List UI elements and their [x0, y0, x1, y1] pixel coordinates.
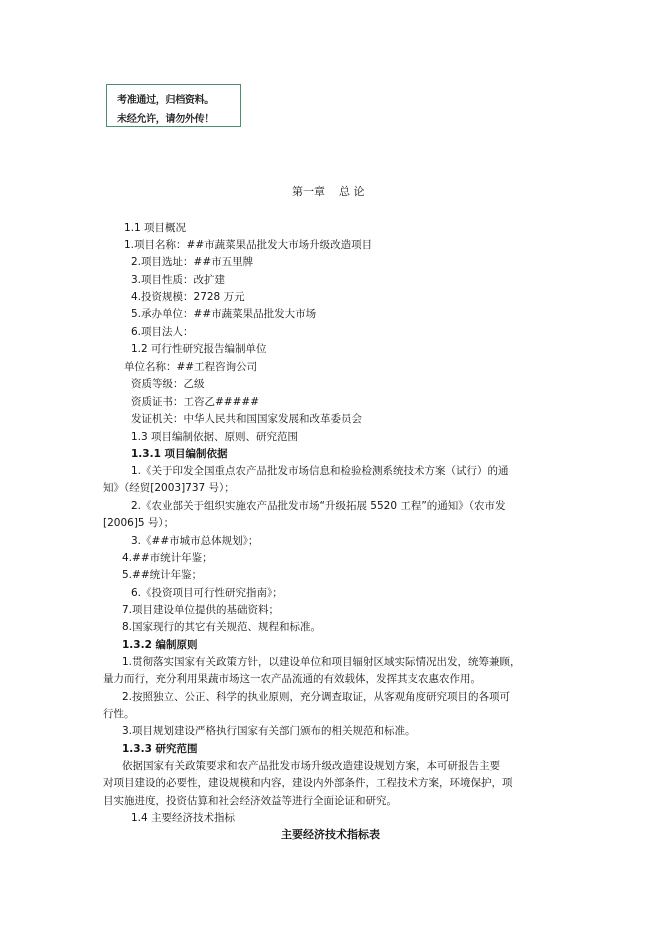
list-item: 知》（经贸[2003]737 号）；: [103, 482, 235, 494]
list-item: 5.##统计年鉴；: [122, 569, 203, 581]
section-heading-1-2: 1.2 可行性研究报告编制单位: [131, 343, 267, 355]
section-heading-1-4: 1.4 主要经济技术指标: [131, 812, 236, 824]
list-item: 3.项目性质：改扩建: [131, 274, 226, 286]
list-item: 1.项目名称：##市蔬菜果品批发大市场升级改造项目: [124, 239, 373, 251]
paragraph-line: 行性。: [103, 708, 135, 720]
paragraph-line: 依据国家有关政策要求和农产品批发市场升级改造建设规划方案，本可研报告主要: [122, 760, 500, 772]
section-heading-1-1: 1.1 项目概况: [124, 222, 187, 234]
list-item: 资质证书：工咨乙#####: [131, 396, 259, 408]
notice-line-2: 未经允许，请勿外传！: [117, 114, 214, 125]
list-item: 8.国家现行的其它有关规范、规程和标准。: [122, 621, 322, 633]
confidential-notice-box: [106, 84, 241, 127]
chapter-number: 第一章: [292, 185, 325, 198]
list-item: 单位名称：##工程咨询公司: [124, 361, 258, 373]
paragraph-line: 对项目建设的必要性，建设规模和内容，建设内外部条件，工程技术方案，环境保护，项: [103, 777, 513, 789]
list-item: 4.##市统计年鉴；: [122, 552, 213, 564]
subsection-heading-1-3-3: 1.3.3 研究范围: [122, 743, 198, 755]
list-item: 7.项目建设单位提供的基础资料；: [122, 604, 280, 616]
paragraph-line: 2.按照独立、公正、科学的执业原则，充分调查取证，从客观角度研究项目的各项可: [122, 691, 511, 703]
paragraph-line: 量力而行，充分利用果蔬市场这一农产品流通的有效载体，发挥其支农惠农作用。: [103, 673, 481, 685]
list-item: 4.投资规模：2728 万元: [131, 291, 245, 303]
chapter-title: 总 论: [339, 185, 365, 198]
list-item: [2006]5 号）；: [103, 517, 175, 529]
subsection-heading-1-3-2: 1.3.2 编制原则: [122, 639, 198, 651]
paragraph-line: 目实施进度，投资估算和社会经济效益等进行全面论证和研究。: [103, 795, 397, 807]
section-heading-1-3: 1.3 项目编制依据、原则、研究范围: [131, 431, 299, 443]
list-item: 2.项目选址：##市五里牌: [131, 256, 254, 268]
notice-line-1: 考准通过，归档资料。: [117, 95, 214, 106]
list-item: 资质等级：乙级: [131, 378, 205, 390]
list-item: 5.承办单位：##市蔬菜果品批发大市场: [131, 308, 317, 320]
list-item: 3.《##市城市总体规划》；: [131, 535, 259, 547]
list-item: 1.《关于印发全国重点农产品批发市场信息和检验检测系统技术方案（试行）的通: [131, 465, 509, 477]
table-title: 主要经济技术指标表: [281, 828, 380, 841]
paragraph-line: 3.项目规划建设严格执行国家有关部门颁布的相关规范和标准。: [122, 725, 416, 737]
paragraph-line: 1.贯彻落实国家有关政策方针，以建设单位和项目辐射区域实际情况出发，统筹兼顾，: [122, 656, 521, 668]
chapter-heading: [292, 185, 365, 199]
subsection-heading-1-3-1: 1.3.1 项目编制依据: [131, 448, 228, 460]
list-item: 发证机关：中华人民共和国国家发展和改革委员会: [131, 413, 362, 425]
list-item: 6.项目法人：: [131, 326, 194, 338]
list-item: 6.《投资项目可行性研究指南》；: [131, 587, 283, 599]
list-item: 2.《农业部关于组织实施农产品批发市场“升级拓展 5520 工程”的通知》（农市发: [131, 500, 506, 512]
